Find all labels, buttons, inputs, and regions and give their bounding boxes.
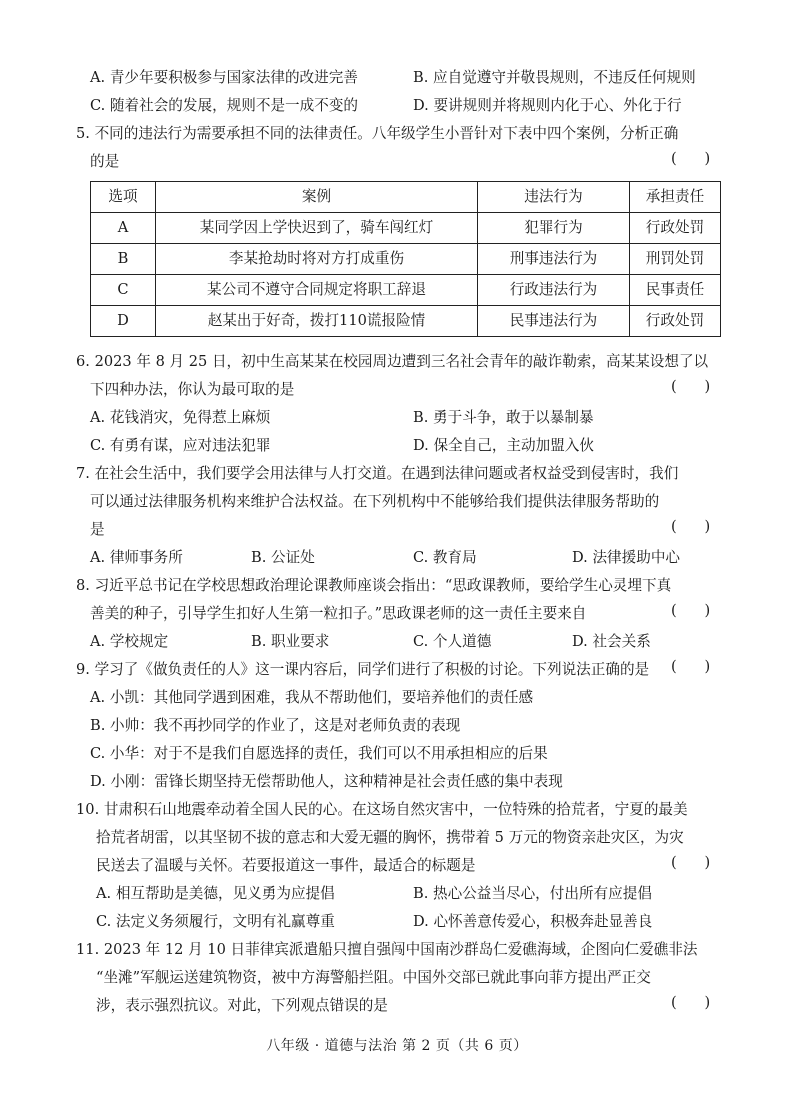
q6-option-d[interactable]: D. 保全自己，主动加盟入伙 — [413, 437, 594, 454]
q10-option-c[interactable]: C. 法定义务须履行，文明有礼赢尊重 — [96, 913, 335, 930]
q9-stem-line1: 9. 学习了《做负责任的人》这一课内容后，同学们进行了积极的讨论。下列说法正确的是 — [76, 661, 650, 678]
q9-option-a[interactable]: A. 小凯：其他同学遇到困难，我从不帮助他们，要培养他们的责任感 — [90, 689, 534, 706]
q9-option-b[interactable]: B. 小帅：我不再抄同学的作业了，这是对老师负责的表现 — [90, 717, 461, 734]
q10-option-d[interactable]: D. 心怀善意传爱心，积极奔赴显善良 — [413, 913, 653, 930]
table-header: 违法行为 — [478, 182, 630, 213]
table-row — [91, 306, 721, 337]
table-cell: 李某抢劫时将对方打成重伤 — [156, 244, 478, 275]
q8-option-c[interactable]: C. 个人道德 — [413, 633, 492, 650]
q5-answer-paren[interactable]: ( ) — [671, 150, 711, 167]
q7-option-b[interactable]: B. 公证处 — [251, 549, 315, 566]
q10-stem-line3: 民送去了温暖与关怀。若要报道这一事件，最适合的标题是 — [96, 857, 476, 874]
q7-option-a[interactable]: A. 律师事务所 — [90, 549, 183, 566]
q10-option-a[interactable]: A. 相互帮助是美德，见义勇为应提倡 — [96, 885, 335, 902]
q11-stem-line1: 11. 2023 年 12 月 10 日菲律宾派遣船只擅自强闯中国南沙群岛仁爱礁海域，企图向仁爱礁非法 — [76, 941, 698, 958]
q7-stem-line3: 是 — [90, 521, 105, 538]
q8-answer-paren[interactable]: ( ) — [671, 602, 711, 619]
q8-option-a[interactable]: A. 学校规定 — [90, 633, 169, 650]
q9-option-c[interactable]: C. 小华：对于不是我们自愿选择的责任，我们可以不用承担相应的后果 — [90, 745, 548, 762]
table-cell: 某同学因上学快迟到了，骑车闯红灯 — [156, 213, 478, 244]
table-header: 承担责任 — [630, 182, 721, 213]
table-cell: C — [91, 275, 156, 306]
q11-answer-paren[interactable]: ( ) — [671, 994, 711, 1011]
table-cell: A — [91, 213, 156, 244]
table-cell: B — [91, 244, 156, 275]
table-cell: 行政违法行为 — [478, 275, 630, 306]
q9-option-d[interactable]: D. 小刚：雷锋长期坚持无偿帮助他人，这种精神是社会责任感的集中表现 — [90, 773, 563, 790]
q11-stem-line2: “坐滩”军舰运送建筑物资，被中方海警船拦阻。中国外交部已就此事向菲方提出严正交 — [96, 969, 651, 986]
q10-answer-paren[interactable]: ( ) — [671, 854, 711, 871]
q10-option-b[interactable]: B. 热心公益当尽心，付出所有应提倡 — [413, 885, 652, 902]
q6-answer-paren[interactable]: ( ) — [671, 378, 711, 395]
q6-option-c[interactable]: C. 有勇有谋，应对违法犯罪 — [90, 437, 271, 454]
table-cell: 刑罚处罚 — [630, 244, 721, 275]
q11-stem-line3: 涉，表示强烈抗议。对此，下列观点错误的是 — [96, 997, 388, 1014]
table-row — [91, 275, 721, 306]
table-cell: 犯罪行为 — [478, 213, 630, 244]
q7-option-d[interactable]: D. 法律援助中心 — [572, 549, 681, 566]
table-cell: 刑事违法行为 — [478, 244, 630, 275]
q8-option-b[interactable]: B. 职业要求 — [251, 633, 330, 650]
table-cell: 某公司不遵守合同规定将职工辞退 — [156, 275, 478, 306]
q8-stem-line2: 善美的种子，引导学生扣好人生第一粒扣子。”思政课老师的这一责任主要来自 — [90, 605, 587, 622]
q7-option-c[interactable]: C. 教育局 — [413, 549, 477, 566]
table-header: 案例 — [156, 182, 478, 213]
q6-option-b[interactable]: B. 勇于斗争，敢于以暴制暴 — [413, 409, 594, 426]
q7-stem-line2: 可以通过法律服务机构来维护合法权益。在下列机构中不能够给我们提供法律服务帮助的 — [90, 493, 660, 510]
table-row — [91, 213, 721, 244]
q5-case-table — [90, 181, 721, 337]
q6-stem-line1: 6. 2023 年 8 月 25 日，初中生高某某在校园周边遭到三名社会青年的敲诈勒索，高某某设想了以 — [76, 353, 709, 370]
q8-option-d[interactable]: D. 社会关系 — [572, 633, 651, 650]
q4-option-d: D. 要讲规则并将规则内化于心、外化于行 — [413, 97, 682, 114]
table-cell: 民事责任 — [630, 275, 721, 306]
table-row — [91, 244, 721, 275]
q10-stem-line2: 拾荒者胡雷，以其坚韧不拔的意志和大爱无疆的胸怀，携带着 5 万元的物资亲赴灾区，为灾 — [96, 829, 684, 846]
q8-stem-line1: 8. 习近平总书记在学校思想政治理论课教师座谈会指出：“思政课教师，要给学生心灵埋下真 — [76, 577, 672, 594]
table-header: 选项 — [91, 182, 156, 213]
table-cell: 赵某出于好奇，拨打110谎报险情 — [156, 306, 478, 337]
q7-stem-line1: 7. 在社会生活中，我们要学会用法律与人打交道。在遇到法律问题或者权益受到侵害时，我们 — [76, 465, 679, 482]
q6-stem-line2: 下四种办法，你认为最可取的是 — [90, 381, 295, 398]
q4-option-a: A. 青少年要积极参与国家法律的改进完善 — [90, 69, 358, 86]
q4-option-c: C. 随着社会的发展，规则不是一成不变的 — [90, 97, 359, 114]
table-cell: D — [91, 306, 156, 337]
page-footer: 八年级 · 道德与法治 第 2 页（共 6 页） — [266, 1038, 528, 1054]
table-cell: 民事违法行为 — [478, 306, 630, 337]
q6-option-a[interactable]: A. 花钱消灾，免得惹上麻烦 — [90, 409, 271, 426]
q7-answer-paren[interactable]: ( ) — [671, 518, 711, 535]
q10-stem-line1: 10. 甘肃积石山地震牵动着全国人民的心。在这场自然灾害中，一位特殊的拾荒者，宁夏的最美 — [76, 801, 688, 818]
table-cell: 行政处罚 — [630, 213, 721, 244]
q4-option-b: B. 应自觉遵守并敬畏规则，不违反任何规则 — [413, 69, 696, 86]
q5-stem-line1: 5. 不同的违法行为需要承担不同的法律责任。八年级学生小晋针对下表中四个案例，分析正确 — [76, 125, 679, 142]
q5-stem-line2: 的是 — [90, 153, 120, 170]
table-cell: 行政处罚 — [630, 306, 721, 337]
q9-answer-paren[interactable]: ( ) — [671, 658, 711, 675]
table-header-row — [91, 182, 721, 213]
